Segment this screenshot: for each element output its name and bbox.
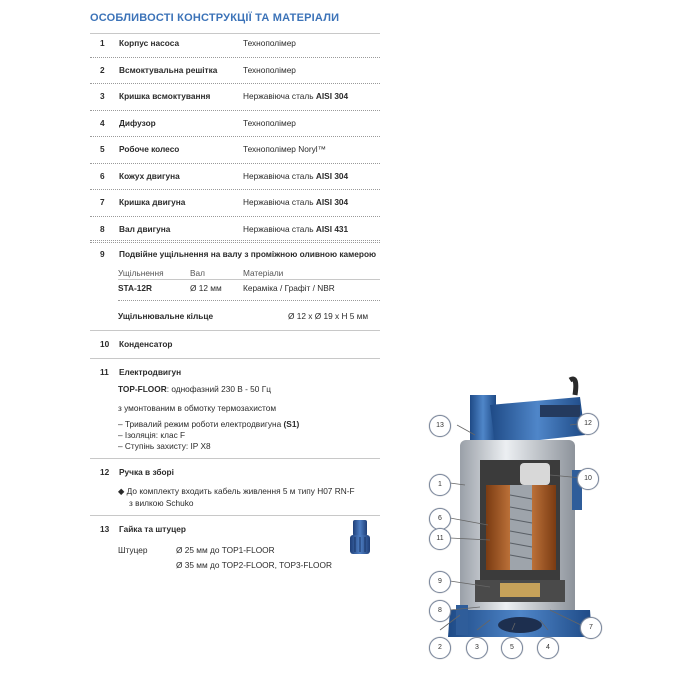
callout-5: 5 <box>501 637 523 659</box>
callout-8: 8 <box>429 600 451 622</box>
seal-title: Подвійне ущільнення на валу з проміжною оливною камерою <box>119 249 377 259</box>
shaft-value: Ø 12 мм <box>190 283 222 293</box>
bullet-text: – Ступінь захисту: IP X8 <box>118 441 211 451</box>
row-number: 9 <box>100 249 105 259</box>
material-text: Нержавіюча сталь <box>243 170 314 181</box>
row-number: 8 <box>100 223 105 234</box>
part-material <box>243 144 326 154</box>
callout-2: 2 <box>429 637 451 659</box>
row-number: 10 <box>100 339 110 349</box>
materials-header: Матеріали <box>243 268 284 278</box>
material-text: Нержавіюча сталь <box>243 197 314 207</box>
motor-type-model: TOP-FLOOR <box>118 384 167 394</box>
ring-label: Ущільнювальне кільце <box>118 311 214 321</box>
part-name: Кожух двигуна <box>119 170 180 181</box>
part-name: Вал двигуна <box>119 223 171 234</box>
divider <box>90 83 380 84</box>
callout-1: 1 <box>429 474 451 496</box>
divider <box>118 279 380 280</box>
material-grade: AISI 304 <box>315 197 349 207</box>
callout-11: 11 <box>429 528 451 550</box>
row-number: 13 <box>100 524 110 534</box>
material-grade: AISI 304 <box>315 170 349 181</box>
bullet-text: – Тривалий режим роботи електродвигуна <box>118 419 284 429</box>
motor-bullet <box>118 430 185 440</box>
divider <box>90 458 380 459</box>
seal-header: Ущільнення <box>118 268 164 278</box>
material-text: Технополімер Noryl™ <box>243 144 326 154</box>
divider <box>90 358 380 359</box>
handle-line1: ◆ До комплекту входить кабель живлення 5 м типу H07 RN-F <box>118 486 355 496</box>
callout-3: 3 <box>466 637 488 659</box>
divider <box>90 57 380 58</box>
part-material <box>243 65 296 75</box>
callout-13: 13 <box>429 415 451 437</box>
motor-bullet <box>118 419 299 429</box>
capacitor-name: Конденсатор <box>119 339 173 349</box>
part-material <box>243 118 296 128</box>
divider <box>90 136 380 137</box>
part-material <box>243 224 348 234</box>
row-number: 3 <box>100 91 105 101</box>
nut-fitting-image <box>343 518 377 558</box>
bullet-text: – Ізоляція: клас F <box>118 430 186 440</box>
fitting-name: Гайка та штуцер <box>119 524 186 534</box>
callout-10: 10 <box>577 468 599 490</box>
materials-value: Кераміка / Графіт / NBR <box>243 283 335 293</box>
divider <box>90 110 380 111</box>
divider <box>90 240 380 241</box>
row-number: 2 <box>100 64 105 75</box>
divider <box>118 300 380 301</box>
motor-type-text: : однофазний 230 В - 50 Гц <box>166 384 271 394</box>
part-name: Всмоктувальна решітка <box>119 64 218 75</box>
seal-value: STA-12R <box>118 283 152 293</box>
motor-name: Електродвигун <box>119 367 182 377</box>
part-name: Кришка двигуна <box>119 197 186 207</box>
handle-name: Ручка в зборі <box>119 467 174 477</box>
material-text: Технополімер <box>243 38 296 48</box>
row-number: 4 <box>100 117 105 128</box>
row-number: 11 <box>100 367 109 377</box>
callout-9: 9 <box>429 571 451 593</box>
motor-type <box>118 384 271 394</box>
material-grade: AISI 431 <box>315 223 349 234</box>
row-number: 1 <box>100 38 105 48</box>
bullet-bold: (S1) <box>283 419 300 429</box>
callout-6: 6 <box>429 508 451 530</box>
callout-7: 7 <box>580 617 602 639</box>
material-text: Технополімер <box>243 117 296 128</box>
row-number: 12 <box>100 467 110 477</box>
divider <box>90 216 380 217</box>
fitting-line1: Ø 25 мм до TOP1-FLOOR <box>176 545 275 555</box>
divider <box>90 515 380 516</box>
material-grade: AISI 304 <box>315 91 349 101</box>
part-name: Робоче колесо <box>119 144 180 154</box>
divider <box>90 242 380 243</box>
part-name: Дифузор <box>119 117 156 128</box>
ring-value: Ø 12 x Ø 19 x H 5 мм <box>288 311 369 321</box>
divider <box>90 33 380 34</box>
divider <box>90 163 380 164</box>
shaft-header: Вал <box>190 268 205 278</box>
part-material <box>243 197 348 207</box>
motor-bullet <box>118 441 211 451</box>
part-material <box>243 171 348 181</box>
material-text: Нержавіюча сталь <box>243 91 314 101</box>
part-material <box>243 38 296 48</box>
fitting-label: Штуцер <box>118 545 148 555</box>
callout-4: 4 <box>537 637 559 659</box>
part-name: Кришка всмоктування <box>119 91 211 101</box>
section-title: ОСОБЛИВОСТІ КОНСТРУКЦІЇ ТА МАТЕРІАЛИ <box>90 12 340 24</box>
part-material <box>243 91 348 101</box>
callout-12: 12 <box>577 413 599 435</box>
material-text: Нержавіюча сталь <box>243 223 314 234</box>
divider <box>90 189 380 190</box>
divider <box>90 330 380 331</box>
motor-line2: з умонтованим в обмотку термозахистом <box>118 403 277 413</box>
material-text: Технополімер <box>243 64 296 75</box>
row-number: 6 <box>100 170 105 181</box>
row-number: 7 <box>100 197 105 207</box>
part-name: Корпус насоса <box>119 38 180 48</box>
fitting-line2: Ø 35 мм до TOP2-FLOOR, TOP3-FLOOR <box>176 560 332 570</box>
handle-line2: з вилкою Schuko <box>129 498 194 508</box>
row-number: 5 <box>100 144 105 154</box>
